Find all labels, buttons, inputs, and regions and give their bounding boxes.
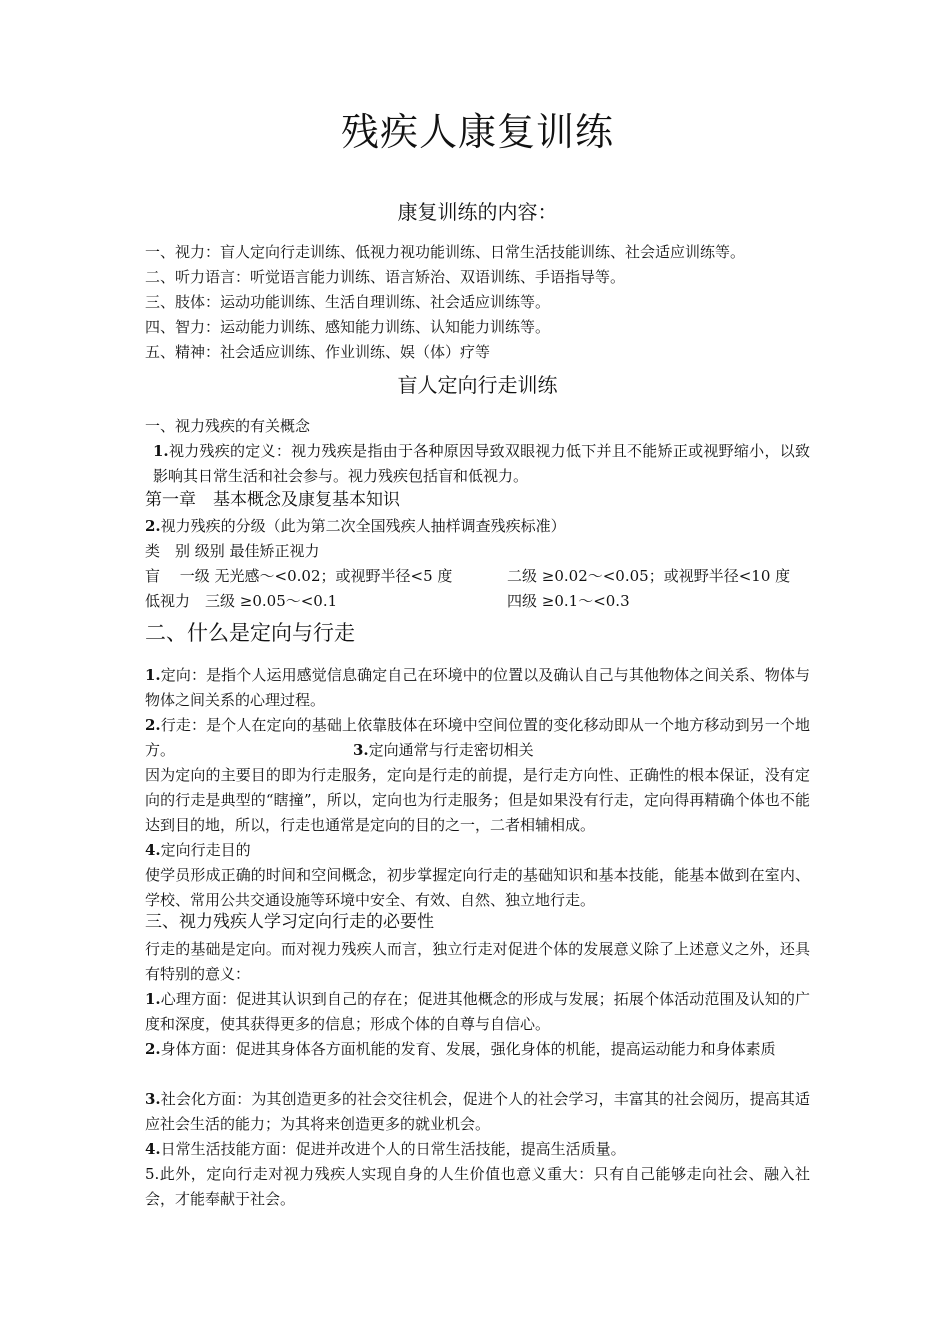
orientation-paragraph-4: 使学员形成正确的时间和空间概念，初步掌握定向行走的基础知识和基本技能，能基本做到在室内、学校、常用公共交通设施等环境中安全、有效、自然、独立地行走。 (145, 866, 810, 909)
necessity-2-number: 2. (145, 1040, 161, 1058)
grade-row-2-right: 四级 ≥0.1～<0.3 (507, 592, 630, 610)
orientation-p1-number: 1. (145, 666, 161, 684)
necessity-1-text: 心理方面：促进其认识到自己的存在；促进其他概念的形成与发展；拓展个体活动范围及认知的广度和深度，使其获得更多的信息；形成个体的自尊与自信心。 (145, 990, 810, 1033)
content-item-4: 四、智力：运动能力训练、感知能力训练、认知能力训练等。 (145, 318, 551, 336)
content-item-2: 二、听力语言：听觉语言能力训练、语言矫治、双语训练、手语指导等。 (145, 268, 626, 286)
orientation-paragraph-3: 因为定向的主要目的即为行走服务，定向是行走的前提，是行走方向性、正确性的根本保证，没有定向的行走是典型的“瞎撞”，所以，定向也为行走服务；但是如果没有行走，定向得再精确个体也不能达到目的地，所以，行走也通常是定向的目的之一，二者相辅相成。 (145, 766, 810, 834)
necessity-item-2 (145, 1037, 810, 1062)
concept-heading: 一、视力残疾的有关概念 (145, 417, 311, 435)
heading-necessity: 三、视力残疾人学习定向行走的必要性 (145, 912, 434, 932)
orientation-p1-text: 定向：是指个人运用感觉信息确定自己在环境中的位置以及确认自己与其他物体之间关系、物体与物体之间关系的心理过程。 (145, 666, 810, 709)
necessity-2-text: 身体方面：促进其身体各方面机能的发育、发展，强化身体的机能，提高运动能力和身体素质 (160, 1040, 776, 1058)
chapter-heading: 第一章 基本概念及康复基本知识 (145, 490, 400, 510)
grade-row-2-left: 低视力 三级 ≥0.05～<0.1 (145, 592, 338, 610)
orientation-paragraph-1 (145, 663, 810, 713)
orientation-p4-text: 定向行走目的 (160, 841, 251, 859)
definition-text: 视力残疾的定义：视力残疾是指由于各种原因导致双眼视力低下并且不能矫正或视野缩小，以致影响其日常生活和社会参与。视力残疾包括盲和低视力。 (153, 442, 810, 485)
grade-table-header: 类 别 级别 最佳矫正视力 (145, 542, 320, 560)
grade-row-2 (145, 589, 810, 614)
orientation-p2-number: 2. (145, 716, 161, 734)
necessity-5-number: 5. (145, 1165, 160, 1183)
necessity-item-3 (145, 1087, 810, 1137)
heading-rehab-content: 康复训练的内容： (397, 200, 558, 224)
necessity-item-1 (145, 987, 810, 1037)
definition-paragraph (145, 439, 810, 489)
orientation-point-3 (353, 738, 534, 763)
orientation-p2-text: 行走：是个人在定向的基础上依靠肢体在环境中空间位置的变化移动即从一个地方移动到另一个地方。 (145, 716, 810, 759)
necessity-3-text: 社会化方面：为其创造更多的社会交往机会，促进个人的社会学习，丰富其的社会阅历，提高其适应社会生活的能力；为其将来创造更多的就业机会。 (145, 1090, 810, 1133)
necessity-4-text: 日常生活技能方面：促进并改进个人的日常生活技能，提高生活质量。 (160, 1140, 626, 1158)
necessity-item-5 (145, 1162, 810, 1212)
grading-heading (145, 514, 810, 539)
orientation-point-4 (145, 838, 810, 863)
orientation-p3-number: 3. (353, 741, 369, 759)
orientation-p3-text: 定向通常与行走密切相关 (368, 741, 534, 759)
necessity-item-4 (145, 1137, 810, 1162)
grading-number: 2. (145, 517, 161, 535)
necessity-4-number: 4. (145, 1140, 161, 1158)
grade-row-1-left: 盲 一级 无光感～<0.02；或视野半径<5 度 (145, 567, 453, 585)
content-item-5: 五、精神：社会适应训练、作业训练、娱（体）疗等 (145, 343, 491, 361)
necessity-3-number: 3. (145, 1090, 161, 1108)
necessity-1-number: 1. (145, 990, 161, 1008)
grade-row-1 (145, 564, 810, 589)
heading-blind-orientation: 盲人定向行走训练 (397, 373, 558, 397)
content-item-3: 三、肢体：运动功能训练、生活自理训练、社会适应训练等。 (145, 293, 551, 311)
heading-orientation: 二、什么是定向与行走 (145, 621, 355, 645)
necessity-5-text: 此外，定向行走对视力残疾人实现自身的人生价值也意义重大：只有自己能够走向社会、融入社会，才能奉献于社会。 (145, 1165, 810, 1208)
document-title: 残疾人康复训练 (340, 110, 614, 154)
definition-number: 1. (153, 442, 169, 460)
grading-text: 视力残疾的分级（此为第二次全国残疾人抽样调查残疾标准） (160, 517, 566, 535)
necessity-intro: 行走的基础是定向。而对视力残疾人而言，独立行走对促进个体的发展意义除了上述意义之外，还具有特别的意义： (145, 940, 810, 983)
content-item-1: 一、视力：盲人定向行走训练、低视力视功能训练、日常生活技能训练、社会适应训练等。 (145, 243, 746, 261)
orientation-p4-number: 4. (145, 841, 161, 859)
grade-row-1-right: 二级 ≥0.02～<0.05；或视野半径<10 度 (507, 567, 791, 585)
